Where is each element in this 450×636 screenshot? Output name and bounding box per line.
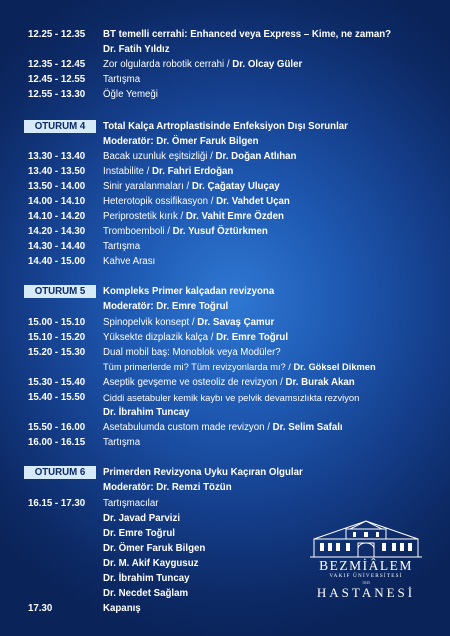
row-title: Periprostetik kırık / Dr. Vahit Emre Özden	[103, 211, 284, 222]
row-title: Tartışma	[103, 437, 141, 448]
row-speaker: Dr. Emre Toğrul	[216, 332, 289, 343]
row-title: Yüksekte dizplazik kalça / Dr. Emre Toğrul	[103, 332, 289, 343]
row-speaker: Dr. Savaş Çamur	[197, 317, 275, 328]
row-speaker: Dr. Necdet Sağlam	[103, 588, 189, 599]
row-time: 15.40 - 15.50	[28, 392, 86, 403]
logo-year: 1845	[362, 580, 370, 585]
logo-bottom: HASTANESİ	[316, 585, 416, 600]
session-moderator: Moderatör: Dr. Emre Toğrul	[103, 301, 229, 312]
row-title: Kahve Arası	[103, 256, 156, 267]
row-time: 15.00 - 15.10	[28, 317, 86, 328]
row-speaker: Dr. Selim Safalı	[272, 422, 343, 433]
row-title: Aseptik gevşeme ve osteoliz de revizyon / Dr. Burak Akan	[103, 377, 355, 388]
row-title: Heterotopik ossifikasyon / Dr. Vahdet Uçan	[103, 196, 290, 207]
row-time: 14.10 - 14.20	[28, 211, 86, 222]
row-time: 15.30 - 15.40	[28, 377, 86, 388]
row-title: Bacak uzunluk eşitsizliği / Dr. Doğan Atlıhan	[103, 151, 297, 162]
row-time: 14.00 - 14.10	[28, 196, 86, 207]
row-speaker: Dr. Çağatay Uluçay	[191, 181, 280, 192]
row-time: 13.30 - 13.40	[28, 151, 86, 162]
row-time: 16.00 - 16.15	[28, 437, 86, 448]
row-time: 14.30 - 14.40	[28, 241, 86, 252]
row-title: Tartışmacılar	[103, 498, 159, 509]
row-time: 12.35 - 12.45	[28, 59, 86, 70]
row-speaker: Dr. Javad Parvizi	[103, 513, 181, 524]
row-time: 15.50 - 16.00	[28, 422, 86, 433]
session-title: Primerden Revizyona Uyku Kaçıran Olgular	[103, 467, 303, 478]
row-title: BT temelli cerrahi: Enhanced veya Express – Kime, ne zaman?	[103, 29, 392, 40]
row-time: 12.55 - 13.30	[28, 89, 86, 100]
row-speaker: Dr. Vahit Emre Özden	[185, 211, 284, 222]
row-time: 17.30	[28, 603, 53, 614]
row-time: 14.20 - 14.30	[28, 226, 86, 237]
row-speaker: Dr. Göksel Dikmen	[293, 362, 376, 372]
logo-name: BEZMİÂLEM	[319, 558, 413, 573]
row-title: Öğle Yemeği	[103, 89, 158, 100]
row-speaker: Dr. Ömer Faruk Bilgen	[103, 543, 206, 554]
session-5-label: OTURUM 5	[24, 285, 96, 298]
row-time: 15.20 - 15.30	[28, 347, 86, 358]
row-title: Dual mobil baş: Monoblok veya Modüler?	[103, 347, 281, 358]
session-moderator: Moderatör: Dr. Remzi Tözün	[103, 482, 232, 493]
row-time: 12.25 - 12.35	[28, 29, 86, 40]
building-icon	[306, 515, 426, 559]
row-title: Tüm primerlerde mi? Tüm revizyonlarda mı? / Dr. Göksel Dikmen	[103, 362, 376, 372]
row-time: 15.10 - 15.20	[28, 332, 86, 343]
row-speaker: Dr. Yusuf Öztürkmen	[172, 226, 268, 237]
row-title: Kapanış	[103, 603, 141, 614]
row-time: 13.40 - 13.50	[28, 166, 86, 177]
row-time: 16.15 - 17.30	[28, 498, 86, 509]
row-speaker: Dr. İbrahim Tuncay	[103, 573, 190, 584]
session-moderator: Moderatör: Dr. Ömer Faruk Bilgen	[103, 136, 259, 147]
row-title: Spinopelvik konsept / Dr. Savaş Çamur	[103, 317, 275, 328]
row-title: Zor olgularda robotik cerrahi / Dr. Olcay Güler	[103, 59, 303, 70]
row-speaker: Dr. Emre Toğrul	[103, 528, 175, 539]
row-speaker: Dr. M. Akif Kaygusuz	[103, 558, 199, 569]
row-title: Asetabulumda custom made revizyon / Dr. Selim Safalı	[103, 422, 343, 433]
row-speaker: Dr. Fatih Yıldız	[103, 44, 170, 55]
row-time: 14.40 - 15.00	[28, 256, 86, 267]
row-title: Sinir yaralanmaları / Dr. Çağatay Uluçay	[103, 181, 280, 192]
row-time: 12.45 - 12.55	[28, 74, 86, 85]
logo-sub: VAKIF ÜNİVERSİTESİ	[329, 573, 403, 579]
session-title: Kompleks Primer kalçadan revizyona	[103, 286, 275, 297]
session-title: Total Kalça Artroplastisinde Enfeksiyon Dışı Sorunlar	[103, 121, 348, 132]
row-time: 13.50 - 14.00	[28, 181, 86, 192]
session-4-label: OTURUM 4	[24, 120, 96, 133]
row-title: Tromboemboli / Dr. Yusuf Öztürkmen	[103, 226, 268, 237]
row-title: Tartışma	[103, 74, 141, 85]
row-speaker: Dr. Fahri Erdoğan	[152, 166, 234, 177]
row-speaker: Dr. Doğan Atlıhan	[215, 151, 297, 162]
row-speaker: Dr. Burak Akan	[285, 377, 355, 388]
row-title: Instabilite / Dr. Fahri Erdoğan	[103, 166, 234, 177]
row-speaker: Dr. Vahdet Uçan	[216, 196, 290, 207]
session-6-label: OTURUM 6	[24, 466, 96, 479]
hospital-logo	[300, 515, 432, 615]
row-speaker: Dr. İbrahim Tuncay	[103, 407, 190, 418]
row-speaker: Dr. Olcay Güler	[232, 59, 303, 70]
row-title: Ciddi asetabuler kemik kaybı ve pelvik devamsızlıkta rezviyon	[103, 392, 360, 403]
row-title: Tartışma	[103, 241, 141, 252]
